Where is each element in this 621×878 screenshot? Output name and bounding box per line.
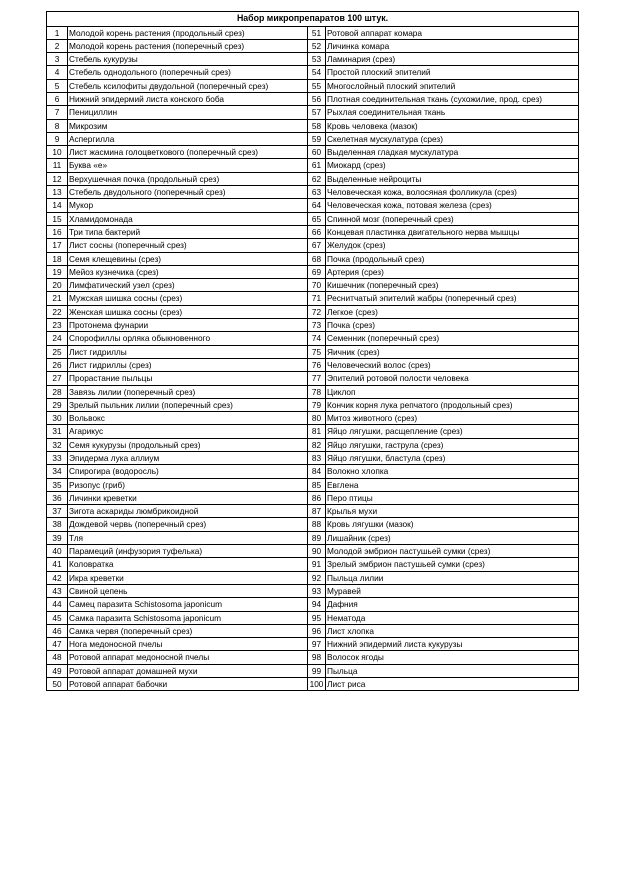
slide-number-left: 14 [47,199,68,212]
slide-name-left: Мужская шишка сосны (срез) [68,292,308,305]
slide-name-right: Артерия (срез) [326,265,579,278]
slide-number-right: 59 [308,132,326,145]
slide-name-left: Ризопус (гриб) [68,478,308,491]
slide-name-right: Кончик корня лука репчатого (продольный срез) [326,398,579,411]
slide-number-right: 92 [308,571,326,584]
slide-name-left: Стебель однодольного (поперечный срез) [68,66,308,79]
slide-name-left: Молодой корень растения (продольный срез) [68,26,308,39]
slide-number-right: 82 [308,438,326,451]
slide-name-right: Муравей [326,584,579,597]
table-row [47,372,579,385]
table-row [47,319,579,332]
slide-name-right: Яйцо лягушки, гаструла (срез) [326,438,579,451]
slide-number-right: 100 [308,678,326,691]
table-row [47,119,579,132]
slide-name-left: Семя клещевины (срез) [68,252,308,265]
slide-number-right: 65 [308,212,326,225]
slide-name-right: Реснитчатый эпителий жабры (поперечный срез) [326,292,579,305]
table-row [47,252,579,265]
table-row [47,558,579,571]
slide-number-left: 43 [47,584,68,597]
slide-name-right: Лишайник (срез) [326,531,579,544]
slide-name-left: Ротовой аппарат бабочки [68,678,308,691]
slide-name-right: Ротовой аппарат комара [326,26,579,39]
table-row [47,186,579,199]
slide-name-right: Кровь лягушки (мазок) [326,518,579,531]
table-body [47,26,579,691]
table-row [47,332,579,345]
slide-number-left: 15 [47,212,68,225]
slide-name-right: Евглена [326,478,579,491]
table-title: Набор микропрепаратов 100 штук. [47,12,579,27]
slide-name-left: Микрозим [68,119,308,132]
slide-number-left: 4 [47,66,68,79]
table-row [47,545,579,558]
slide-number-left: 45 [47,611,68,624]
slide-name-right: Дафния [326,598,579,611]
slide-name-left: Лист жасмина голоцветкового (поперечный срез) [68,146,308,159]
slide-name-right: Пыльца лилии [326,571,579,584]
slide-number-left: 18 [47,252,68,265]
slide-number-left: 33 [47,452,68,465]
slide-number-right: 79 [308,398,326,411]
slide-name-right: Миокард (срез) [326,159,579,172]
slide-name-left: Верхушечная почка (продольный срез) [68,172,308,185]
slide-name-left: Эпидерма лука аллиум [68,452,308,465]
slide-name-left: Пенициллин [68,106,308,119]
table-row [47,279,579,292]
slide-number-right: 94 [308,598,326,611]
slide-number-left: 40 [47,545,68,558]
slide-name-right: Ламинария (срез) [326,53,579,66]
table-row [47,53,579,66]
slide-name-left: Спирогира (водоросль) [68,465,308,478]
slide-number-left: 47 [47,638,68,651]
slide-name-right: Многослойный плоский эпителий [326,79,579,92]
slide-name-left: Самка паразита Schistosoma japonicum [68,611,308,624]
slide-name-right: Выделенная гладкая мускулатура [326,146,579,159]
slide-number-left: 32 [47,438,68,451]
slide-number-left: 35 [47,478,68,491]
slide-number-left: 36 [47,491,68,504]
table-row [47,624,579,637]
slide-name-left: Прорастание пыльцы [68,372,308,385]
slide-number-right: 97 [308,638,326,651]
slide-number-left: 11 [47,159,68,172]
slide-number-right: 64 [308,199,326,212]
slide-name-right: Молодой эмбрион пастушьей сумки (срез) [326,545,579,558]
slide-name-left: Стебель кукурузы [68,53,308,66]
slide-name-left: Завязь лилии (поперечный срез) [68,385,308,398]
table-row [47,26,579,39]
slide-name-right: Зрелый эмбрион пастушьей сумки (срез) [326,558,579,571]
slide-number-right: 69 [308,265,326,278]
slide-name-right: Скелетная мускулатура (срез) [326,132,579,145]
slide-name-right: Лист риса [326,678,579,691]
slide-name-left: Ротовой аппарат домашней мухи [68,664,308,677]
slide-name-right: Лист хлопка [326,624,579,637]
slide-number-left: 23 [47,319,68,332]
slide-number-left: 28 [47,385,68,398]
slide-number-left: 31 [47,425,68,438]
slide-name-left: Нога медоносной пчелы [68,638,308,651]
slide-number-left: 6 [47,92,68,105]
slide-name-left: Мукор [68,199,308,212]
slide-name-left: Буква «е» [68,159,308,172]
table-row [47,478,579,491]
table-row [47,265,579,278]
slide-number-left: 13 [47,186,68,199]
slide-number-left: 49 [47,664,68,677]
slide-number-right: 62 [308,172,326,185]
slide-number-left: 42 [47,571,68,584]
slide-number-left: 34 [47,465,68,478]
table-row [47,518,579,531]
slide-number-right: 66 [308,225,326,238]
slide-name-left: Лист сосны (поперечный срез) [68,239,308,252]
slide-name-left: Три типа бактерий [68,225,308,238]
slide-number-left: 9 [47,132,68,145]
slide-name-right: Выделенные нейроциты [326,172,579,185]
slide-number-right: 53 [308,53,326,66]
slide-name-right: Яичник (срез) [326,345,579,358]
slide-number-right: 70 [308,279,326,292]
slide-number-left: 44 [47,598,68,611]
slide-number-right: 96 [308,624,326,637]
slide-number-right: 87 [308,505,326,518]
table-row [47,425,579,438]
table-row [47,398,579,411]
slide-name-left: Спорофиллы орляка обыкновенного [68,332,308,345]
slide-number-left: 1 [47,26,68,39]
slide-name-left: Самец паразита Schistosoma japonicum [68,598,308,611]
slide-name-left: Дождевой червь (поперечный срез) [68,518,308,531]
table-row [47,305,579,318]
table-row [47,598,579,611]
table-row [47,678,579,691]
slide-number-left: 26 [47,358,68,371]
slide-name-left: Мейоз кузнечика (срез) [68,265,308,278]
table-row [47,225,579,238]
slide-name-right: Яйцо лягушки, расщепление (срез) [326,425,579,438]
slide-number-left: 25 [47,345,68,358]
slide-name-right: Крылья мухи [326,505,579,518]
slide-number-left: 22 [47,305,68,318]
slide-name-left: Зрелый пыльник лилии (поперечный срез) [68,398,308,411]
slide-number-right: 52 [308,39,326,52]
table-title-row [47,12,579,27]
slide-name-right: Кишечник (поперечный срез) [326,279,579,292]
table-row [47,79,579,92]
slide-name-right: Пыльца [326,664,579,677]
slide-number-right: 84 [308,465,326,478]
slide-number-right: 80 [308,412,326,425]
slide-number-left: 24 [47,332,68,345]
slide-number-right: 78 [308,385,326,398]
slide-number-right: 86 [308,491,326,504]
table-row [47,412,579,425]
slide-name-left: Самка червя (поперечный срез) [68,624,308,637]
slide-number-left: 12 [47,172,68,185]
slide-name-right: Семенник (поперечный срез) [326,332,579,345]
slides-table-sheet [46,11,578,691]
slide-number-right: 88 [308,518,326,531]
slide-number-left: 2 [47,39,68,52]
slide-name-left: Протонема фунарии [68,319,308,332]
slide-name-left: Лимфатический узел (срез) [68,279,308,292]
slide-number-right: 60 [308,146,326,159]
slide-name-right: Легкое (срез) [326,305,579,318]
slide-name-right: Волокно хлопка [326,465,579,478]
slide-number-left: 50 [47,678,68,691]
slide-name-right: Человеческая кожа, потовая железа (срез) [326,199,579,212]
slide-number-left: 21 [47,292,68,305]
slide-number-right: 55 [308,79,326,92]
slide-number-right: 85 [308,478,326,491]
slide-number-left: 30 [47,412,68,425]
table-row [47,66,579,79]
slides-table [46,11,579,691]
table-row [47,159,579,172]
slide-number-left: 10 [47,146,68,159]
slide-number-right: 74 [308,332,326,345]
slide-number-right: 56 [308,92,326,105]
slide-number-right: 63 [308,186,326,199]
slide-name-right: Нематода [326,611,579,624]
slide-number-right: 58 [308,119,326,132]
slide-name-right: Эпителий ротовой полости человека [326,372,579,385]
table-row [47,199,579,212]
slide-name-left: Парамеций (инфузория туфелька) [68,545,308,558]
slide-number-left: 5 [47,79,68,92]
slide-name-left: Аспергилла [68,132,308,145]
slide-name-left: Лист гидриллы [68,345,308,358]
slide-name-left: Тля [68,531,308,544]
table-row [47,132,579,145]
table-row [47,664,579,677]
table-row [47,611,579,624]
slide-number-right: 95 [308,611,326,624]
slide-name-right: Митоз животного (срез) [326,412,579,425]
slide-name-right: Волосок ягоды [326,651,579,664]
table-row [47,505,579,518]
slide-number-left: 7 [47,106,68,119]
table-row [47,345,579,358]
table-row [47,651,579,664]
slide-number-left: 48 [47,651,68,664]
slide-number-left: 27 [47,372,68,385]
slide-name-left: Коловратка [68,558,308,571]
slide-number-left: 41 [47,558,68,571]
slide-name-left: Икра креветки [68,571,308,584]
slide-number-left: 16 [47,225,68,238]
slide-number-left: 8 [47,119,68,132]
table-row [47,531,579,544]
slide-name-right: Спинной мозг (поперечный срез) [326,212,579,225]
slide-number-left: 39 [47,531,68,544]
slide-name-right: Почка (срез) [326,319,579,332]
slide-number-right: 83 [308,452,326,465]
slide-number-right: 68 [308,252,326,265]
table-row [47,39,579,52]
slide-number-right: 54 [308,66,326,79]
slide-number-right: 51 [308,26,326,39]
slide-number-right: 73 [308,319,326,332]
slide-number-right: 61 [308,159,326,172]
slide-name-left: Нижний эпидермий листа конского боба [68,92,308,105]
slide-number-right: 57 [308,106,326,119]
slide-name-left: Лист гидриллы (срез) [68,358,308,371]
slide-number-left: 19 [47,265,68,278]
slide-number-right: 71 [308,292,326,305]
slide-name-left: Свиной цепень [68,584,308,597]
slide-number-left: 37 [47,505,68,518]
slide-number-left: 46 [47,624,68,637]
table-row [47,292,579,305]
table-row [47,465,579,478]
slide-number-right: 72 [308,305,326,318]
slide-number-left: 3 [47,53,68,66]
slide-name-right: Яйцо лягушки, бластула (срез) [326,452,579,465]
slide-number-right: 98 [308,651,326,664]
slide-name-right: Желудок (срез) [326,239,579,252]
slide-name-left: Стебель двудольного (поперечный срез) [68,186,308,199]
slide-name-right: Простой плоский эпителий [326,66,579,79]
table-row [47,106,579,119]
slide-number-right: 76 [308,358,326,371]
table-row [47,239,579,252]
slide-name-left: Семя кукурузы (продольный срез) [68,438,308,451]
slide-name-right: Концевая пластинка двигательного нерва мышцы [326,225,579,238]
slide-name-right: Почка (продольный срез) [326,252,579,265]
table-row [47,385,579,398]
slide-number-left: 38 [47,518,68,531]
slide-name-left: Молодой корень растения (поперечный срез) [68,39,308,52]
slide-name-left: Агарикус [68,425,308,438]
table-row [47,571,579,584]
slide-name-left: Хламидомонада [68,212,308,225]
slide-name-right: Рыхлая соединительная ткань [326,106,579,119]
slide-number-right: 93 [308,584,326,597]
slide-name-left: Стебель ксилофиты двудольной (поперечный срез) [68,79,308,92]
slide-number-right: 90 [308,545,326,558]
slide-name-right: Личинка комара [326,39,579,52]
table-row [47,452,579,465]
table-row [47,358,579,371]
slide-number-left: 20 [47,279,68,292]
slide-name-right: Человеческий волос (срез) [326,358,579,371]
slide-number-left: 17 [47,239,68,252]
slide-number-right: 99 [308,664,326,677]
slide-name-left: Ротовой аппарат медоносной пчелы [68,651,308,664]
table-row [47,212,579,225]
table-row [47,584,579,597]
slide-number-left: 29 [47,398,68,411]
table-row [47,491,579,504]
table-row [47,92,579,105]
slide-number-right: 81 [308,425,326,438]
slide-name-right: Кровь человека (мазок) [326,119,579,132]
slide-name-right: Циклоп [326,385,579,398]
slide-number-right: 91 [308,558,326,571]
slide-number-right: 75 [308,345,326,358]
slide-number-right: 77 [308,372,326,385]
table-row [47,438,579,451]
slide-name-left: Вольвокс [68,412,308,425]
slide-name-left: Зигота аскариды люмбрикоидной [68,505,308,518]
slide-number-right: 67 [308,239,326,252]
slide-name-right: Нижний эпидермий листа кукурузы [326,638,579,651]
slide-name-right: Перо птицы [326,491,579,504]
slide-name-right: Плотная соединительная ткань (сухожилие, прод. срез) [326,92,579,105]
slide-name-left: Женская шишка сосны (срез) [68,305,308,318]
table-row [47,172,579,185]
slide-number-right: 89 [308,531,326,544]
slide-name-right: Человеческая кожа, волосяная фолликула (срез) [326,186,579,199]
slide-name-left: Личинки креветки [68,491,308,504]
table-row [47,638,579,651]
table-row [47,146,579,159]
